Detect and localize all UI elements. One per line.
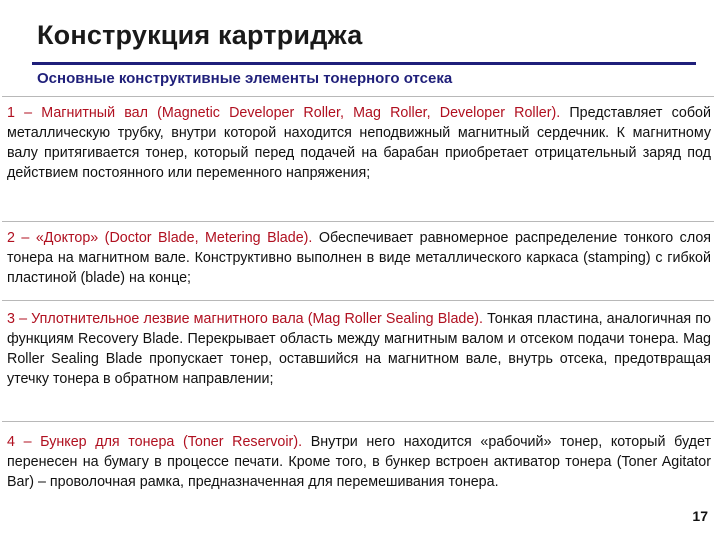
paragraph-4-body: Внутри него находится «рабочий» тонер, который будет перенесен на бумагу в процессе печати. Кроме того, в бункер встроен активатор тонера (Toner Agitator Bar) – проволочная рамка, предназначенная для перемешивания тонера. (7, 434, 711, 490)
paragraph-4-lead: 4 – Бункер для тонера (Toner Reservoir). (7, 434, 303, 450)
paragraph-3 (7, 309, 711, 389)
slide-subtitle: Основные конструктивные элементы тонерного отсека (37, 70, 453, 87)
divider (2, 421, 714, 422)
divider (2, 221, 714, 222)
paragraph-1-body: Представляет собой металлическую трубку, внутри которой находится неподвижный магнитный сердечник. К магнитному валу притягивается тонер, который перед подачей на барабан приобретает отрицательный заряд под действием постоянного или переменного напряжения; (7, 105, 711, 181)
paragraph-2-lead: 2 – «Доктор» (Doctor Blade, Metering Blade). (7, 230, 313, 246)
paragraph-3-body: Тонкая пластина, аналогичная по функциям Recovery Blade. Перекрывает область между магнитным валом и отсеком подачи тонера. Mag Roller Sealing Blade пропускает тонер, оставшийся на магнитном вале, внутрь отсека, предотвращая утечку тонера в обратном направлении; (7, 311, 711, 387)
page-number: 17 (692, 508, 708, 524)
paragraph-4 (7, 432, 711, 492)
slide-title: Конструкция картриджа (37, 20, 363, 50)
paragraph-2 (7, 228, 711, 288)
paragraph-2-body: Обеспечивает равномерное распределение тонкого слоя тонера на магнитном вале. Конструктивно выполнен в виде металлического каркаса (stamping) с гибкой пластиной (blade) на конце; (7, 230, 712, 286)
divider (2, 300, 714, 301)
paragraph-1 (7, 103, 711, 183)
paragraph-1-lead: 1 – Магнитный вал (Magnetic Developer Roller, Mag Roller, Developer Roller). (7, 105, 561, 121)
paragraph-3-lead: 3 – Уплотнительное лезвие магнитного вала (Mag Roller Sealing Blade). (7, 311, 484, 327)
divider (2, 96, 714, 97)
title-rule (32, 62, 696, 65)
